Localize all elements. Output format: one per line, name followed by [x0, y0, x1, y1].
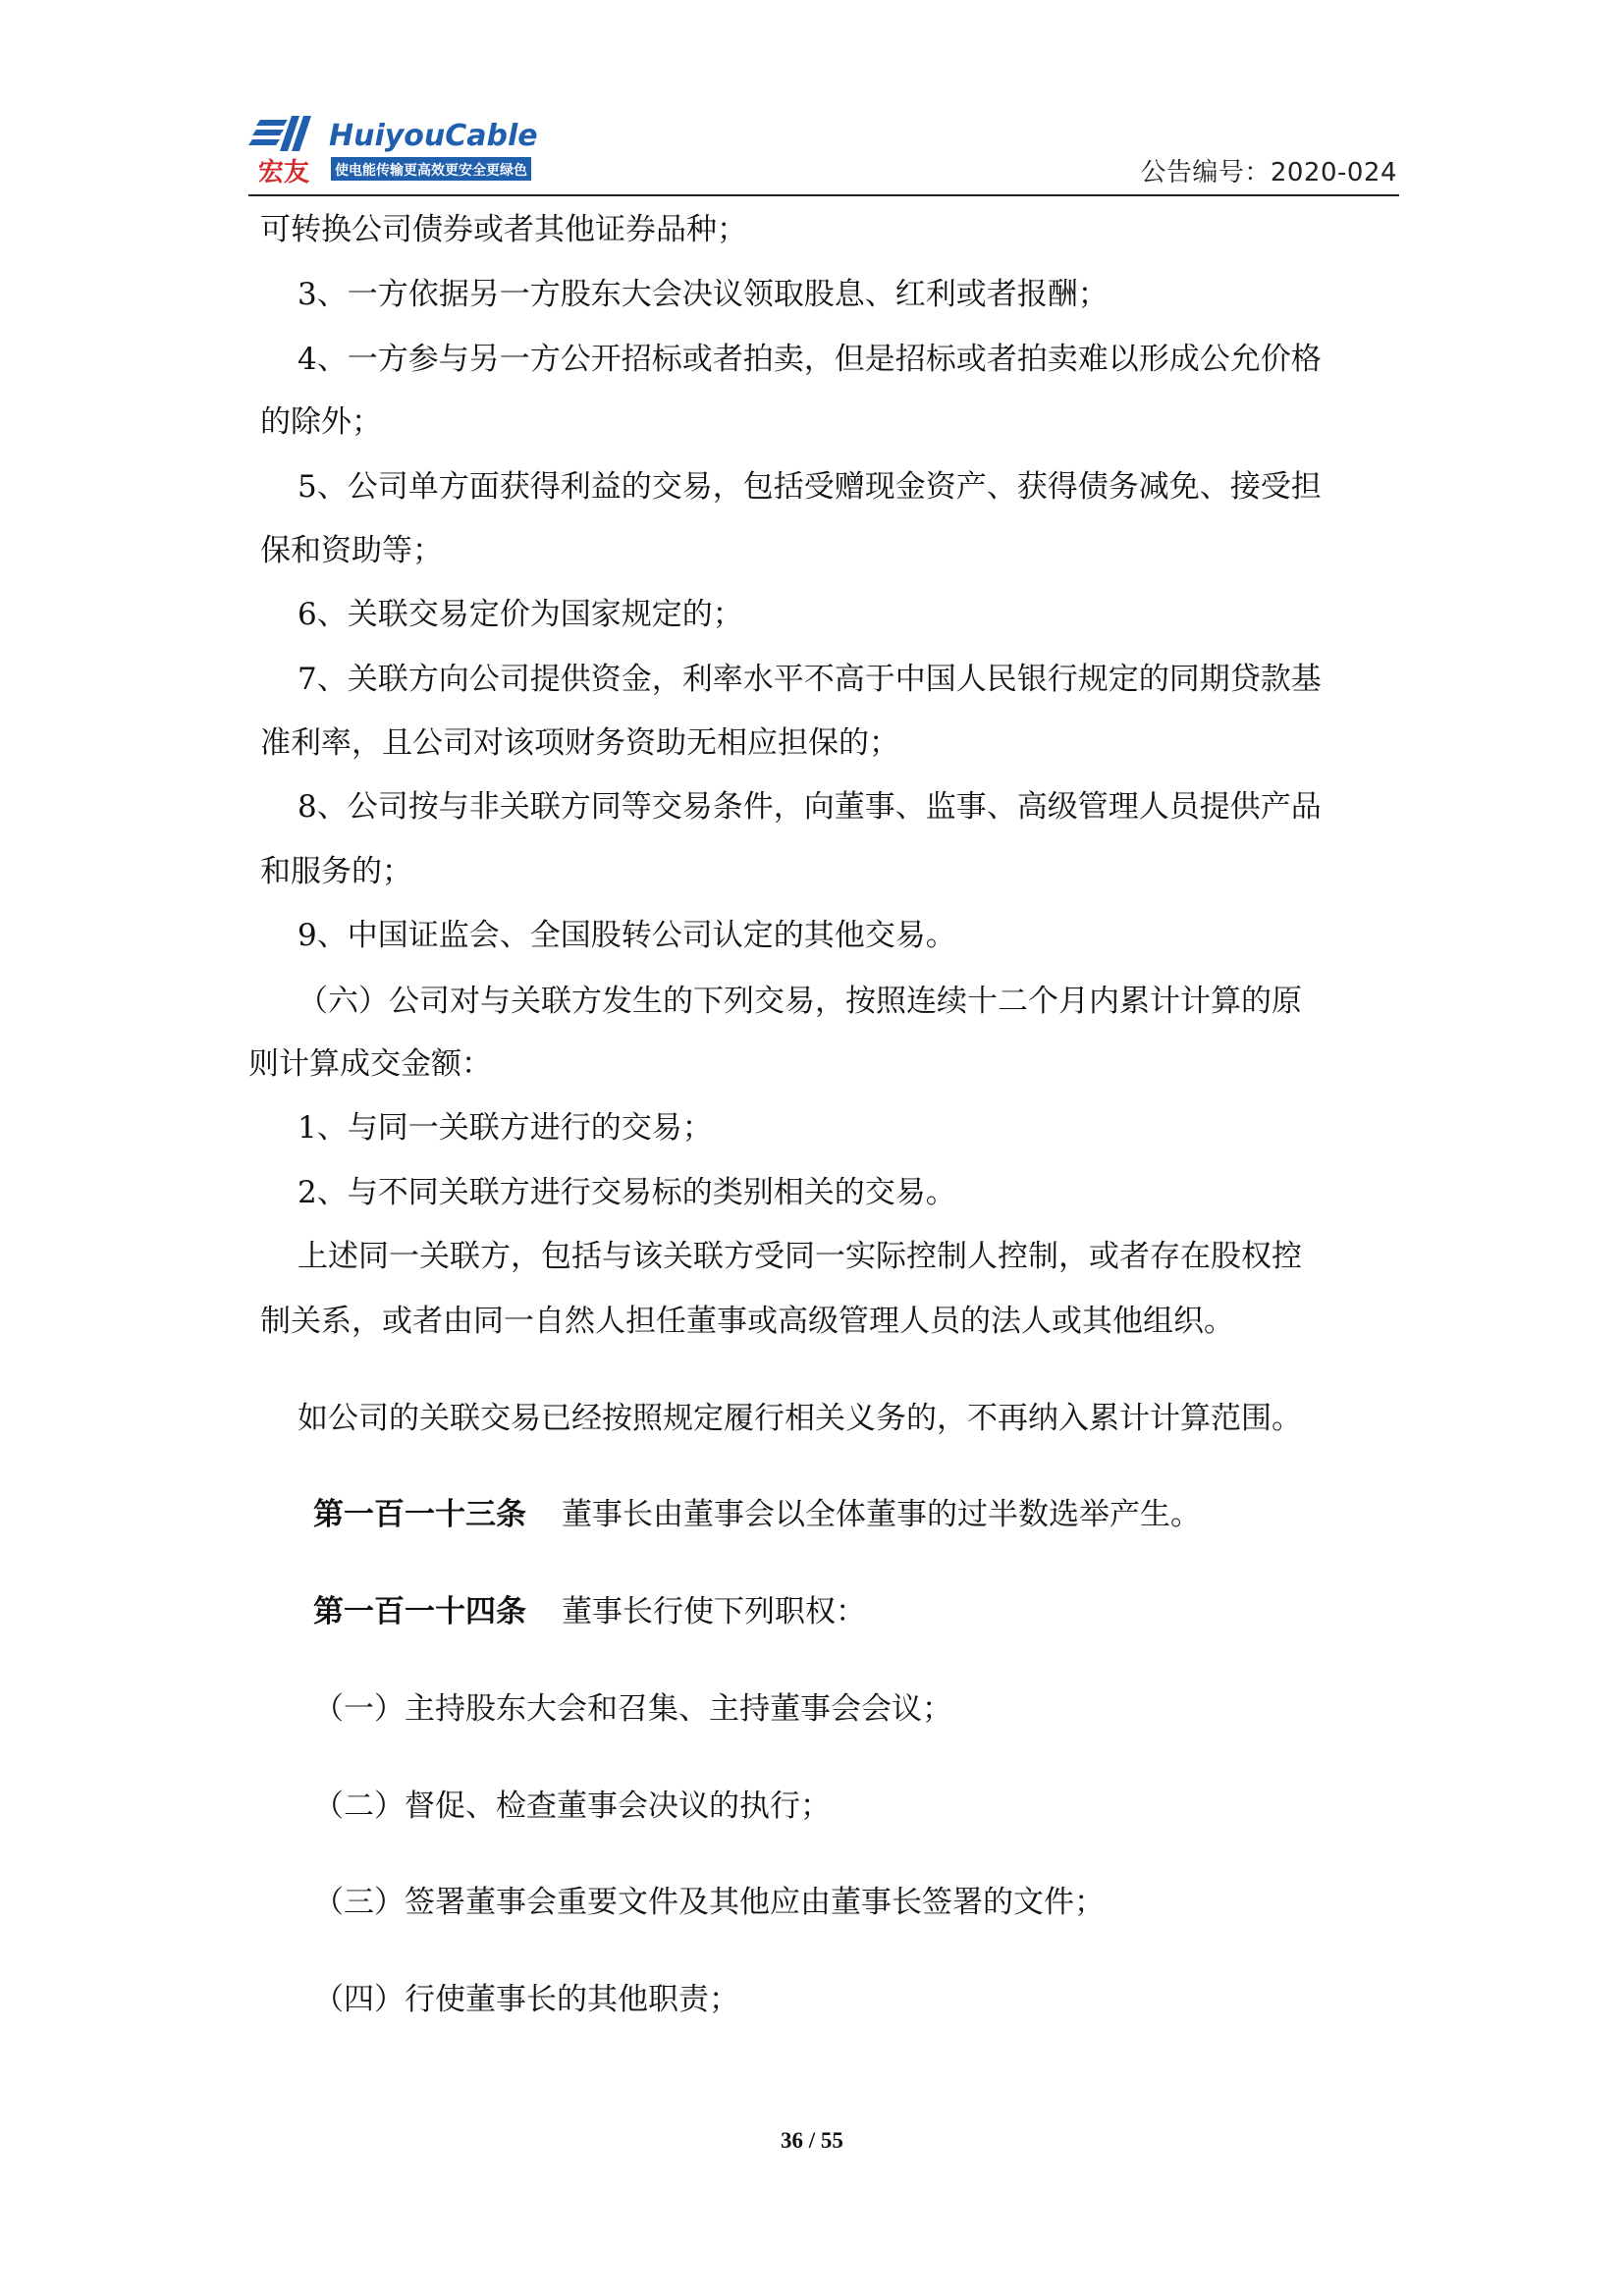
article-text: 董事长行使下列职权：: [562, 1594, 866, 1629]
list-item: （一）主持股东大会和召集、主持董事会会议；: [313, 1691, 952, 1727]
text-line: 2、与不同关联方进行交易标的类别相关的交易。: [298, 1175, 956, 1210]
text-line: 3、一方依据另一方股东大会决议领取股息、红利或者报酬；: [298, 277, 1109, 312]
article-113: [313, 1495, 1201, 1534]
page-number: 36 / 55: [781, 2128, 843, 2153]
text-line: 和服务的；: [260, 854, 412, 889]
text-line: 保和资助等；: [260, 533, 443, 568]
text-line: 上述同一关联方，包括与该关联方受同一实际控制人控制，或者存在股权控: [298, 1239, 1302, 1274]
text-line: 如公司的关联交易已经按照规定履行相关义务的，不再纳入累计计算范围。: [298, 1401, 1302, 1436]
list-item: （三）签署董事会重要文件及其他应由董事长签署的文件；: [313, 1885, 1105, 1920]
article-text: 董事长由董事会以全体董事的过半数选举产生。: [562, 1497, 1201, 1532]
logo-slogan: 使电能传输更高效更安全更绿色: [335, 163, 527, 179]
document-number: 公告编号：2020-024: [1140, 158, 1397, 187]
text-line: 可转换公司债券或者其他证券品种；: [260, 212, 747, 247]
text-line: 6、关联交易定价为国家规定的；: [298, 597, 743, 632]
text-line: 9、中国证监会、全国股转公司认定的其他交易。: [298, 918, 956, 953]
text-line: 1、与同一关联方进行的交易；: [298, 1110, 713, 1146]
text-line: 制关系，或者由同一自然人担任董事或高级管理人员的法人或其他组织。: [260, 1304, 1234, 1339]
text-line: 8、公司按与非关联方同等交易条件，向董事、监事、高级管理人员提供产品: [298, 789, 1322, 825]
text-line: 4、一方参与另一方公开招标或者拍卖，但是招标或者拍卖难以形成公允价格: [298, 342, 1322, 377]
logo-wordmark: HuiyouCable: [329, 119, 538, 153]
company-logo: [248, 112, 563, 188]
text-line: 的除外；: [260, 404, 382, 440]
text-line: 5、公司单方面获得利益的交易，包括受赠现金资产、获得债务减免、接受担: [298, 469, 1322, 505]
logo-chinese-mark: 宏友: [258, 158, 310, 187]
article-number: 第一百一十三条: [313, 1497, 526, 1532]
page-header: [248, 106, 1399, 196]
article-114: [313, 1592, 866, 1631]
text-line: 7、关联方向公司提供资金，利率水平不高于中国人民银行规定的同期贷款基: [298, 662, 1322, 697]
text-line: （六）公司对与关联方发生的下列交易，按照连续十二个月内累计计算的原: [298, 984, 1302, 1019]
text-line: 则计算成交金额：: [248, 1046, 492, 1082]
article-number: 第一百一十四条: [313, 1594, 526, 1629]
list-item: （四）行使董事长的其他职责；: [313, 1982, 739, 2017]
text-line: 准利率，且公司对该项财务资助无相应担保的；: [260, 725, 899, 761]
list-item: （二）督促、检查董事会决议的执行；: [313, 1789, 831, 1824]
